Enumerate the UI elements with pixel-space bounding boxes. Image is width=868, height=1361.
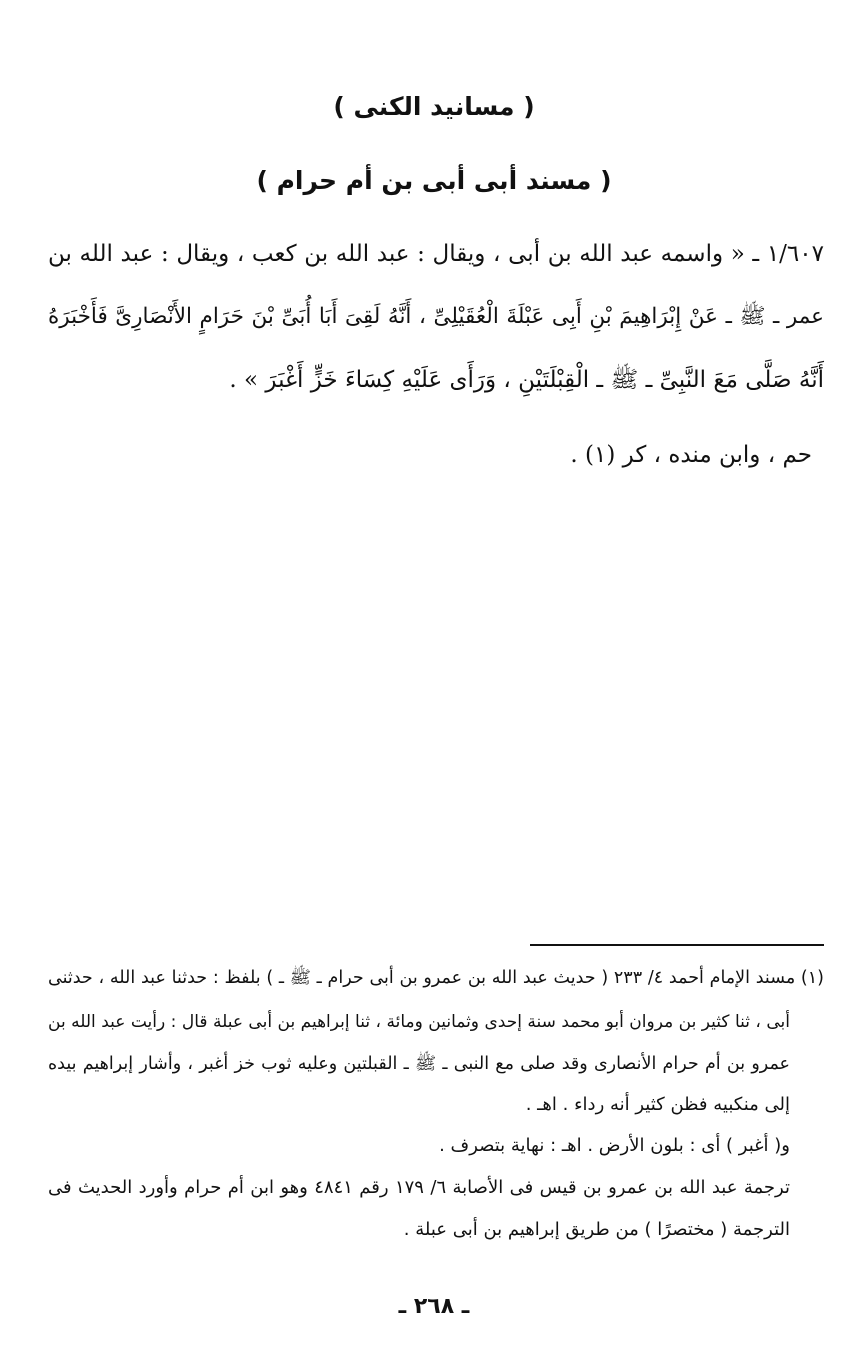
footnote-line: أبى ، ثنا كثير بن مروان أبو محمد سنة إحدى وثمانين ومائة ، ثنا إبراهيم بن أبى عبلة قال : رأيت عبد الله بن (48, 1012, 790, 1032)
hadith-text-line: أَنَّهُ صَلَّى مَعَ النَّبِىِّ ـ ﷺ ـ الْقِبْلَتَيْنِ ، وَرَأَى عَلَيْهِ كِسَاءَ خَزٍّ أَغْبَرَ » . (229, 367, 824, 393)
footnote-line: (١) مسند الإمام أحمد ٤/ ٢٣٣ ( حديث عبد الله بن عمرو بن أبى حرام ـ ﷺ ـ ) بلفظ : حدثنا عبد الله ، حدثنى (48, 968, 824, 988)
footnote-line: عمرو بن أم حرام الأنصارى وقد صلى مع النبى ـ ﷺ ـ القبلتين وعليه ثوب خز أغبر ، وأشار إبراهيم بيده (48, 1054, 790, 1074)
footnote-line: ترجمة عبد الله بن عمرو بن قيس فى الأصابة ٦/ ١٧٩ رقم ٤٨٤١ وهو ابن أم حرام وأورد الحديث فى (48, 1177, 790, 1198)
source-citation: حم ، وابن منده ، كر (١) . (570, 442, 812, 468)
musnad-title: ( مسند أبى أبى بن أم حرام ) (256, 166, 612, 195)
footnote-line: و( أغبر ) أى : بلون الأرض . اهـ : نهاية بتصرف . (439, 1135, 790, 1156)
footnote-divider (530, 944, 824, 946)
section-title: ( مسانيد الكنى ) (333, 92, 535, 121)
page-number: ـ ٢٦٨ ـ (398, 1294, 470, 1319)
hadith-text-line: عمر ـ ﷺ ـ عَنْ إِبْرَاهِيمَ بْنِ أَبِى عَبْلَةَ الْعُقَيْلِىِّ ، أَنَّهُ لَقِىَ أَبَا أُبَىِّ بْنَ حَرَامٍ الأَنْصَارِىَّ فَأَخْبَرَهُ (48, 304, 824, 329)
hadith-text-line: ١/٦٠٧ ـ « واسمه عبد الله بن أبى ، ويقال : عبد الله بن كعب ، ويقال : عبد الله بن (48, 241, 824, 267)
footnote-line: الترجمة ( مختصرًا ) من طريق إبراهيم بن أبى عبلة . (403, 1219, 790, 1240)
footnote-line: إلى منكبيه فظن كثير أنه رداء . اهـ . (525, 1094, 790, 1115)
